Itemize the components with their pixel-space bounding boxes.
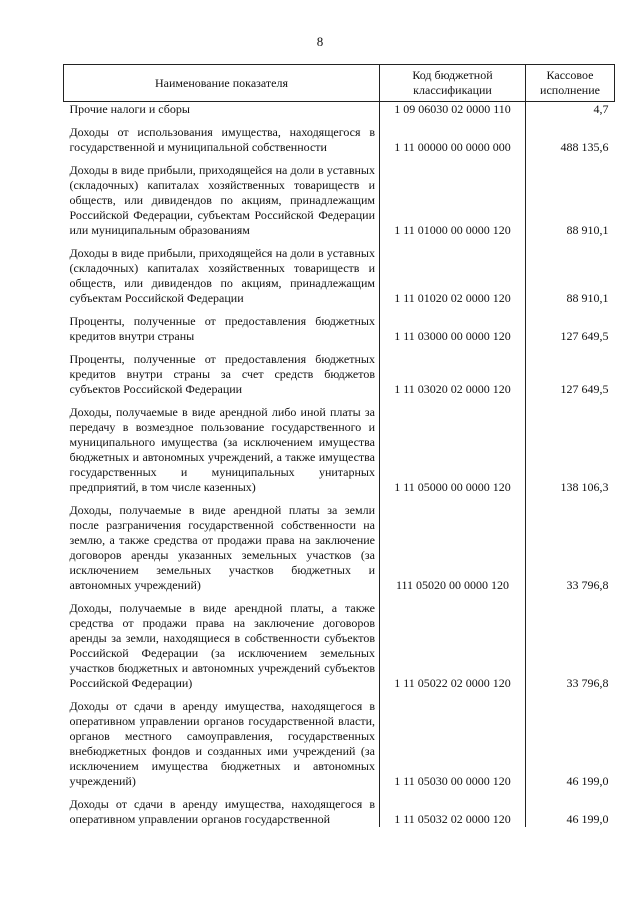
row-sum: 88 910,1: [526, 163, 615, 238]
row-code: 1 11 03020 02 0000 120: [380, 352, 526, 397]
row-sum: 4,7: [526, 102, 615, 118]
table-row: [64, 102, 615, 118]
row-name: Доходы, получаемые в виде арендной платы за земли после разграничения государственной собственности на землю, а также средства от продажи права на заключение договоров аренды указанных земельных участков (за исключением земельных участков бюджетных и автономных учреждений): [69, 503, 375, 592]
table-header: [64, 65, 615, 102]
row-code: 1 11 00000 00 0000 000: [380, 125, 526, 155]
row-name: Доходы, получаемые в виде арендной платы, а также средства от продажи права на заключение договоров аренды за земли, находящиеся в собственности субъектов Российской Федерации (за исключением земельных участков бюджетных и автономных учреждений субъектов Российской Федерации): [69, 601, 375, 690]
page-number: 8: [316, 34, 324, 49]
row-code: 111 05020 00 0000 120: [380, 503, 526, 593]
budget-table: [63, 64, 615, 827]
table-row: [64, 314, 615, 344]
row-code: 1 11 03000 00 0000 120: [380, 314, 526, 344]
row-sum: 46 199,0: [526, 797, 615, 827]
row-sum: 127 649,5: [526, 314, 615, 344]
table-row: [64, 503, 615, 593]
row-name: Доходы в виде прибыли, приходящейся на доли в уставных (складочных) капиталах хозяйственных товариществ и обществ, или дивидендов по акциям, принадлежащим субъектам Российской Федерации: [69, 246, 375, 305]
table-row: [64, 797, 615, 827]
table-row: [64, 699, 615, 789]
row-sum: 33 796,8: [526, 503, 615, 593]
table-body: [64, 102, 615, 828]
row-code: 1 11 05022 02 0000 120: [380, 601, 526, 691]
row-name: Проценты, полученные от предоставления бюджетных кредитов внутри страны: [69, 314, 375, 343]
table-row: [64, 125, 615, 155]
row-name: Доходы в виде прибыли, приходящейся на доли в уставных (складочных) капиталах хозяйственных товариществ и обществ, или дивидендов по акциям, принадлежащим Российской Федерации, субъектам Российской Федерации или муниципальным образованиям: [69, 163, 375, 237]
table-row: [64, 405, 615, 495]
table-row: [64, 601, 615, 691]
row-code: 1 11 05032 02 0000 120: [380, 797, 526, 827]
header-sum: Кассовое исполнение: [526, 65, 615, 102]
table-row: [64, 163, 615, 238]
row-name: Доходы от сдачи в аренду имущества, находящегося в оперативном управлении органов государственной: [69, 797, 375, 826]
row-code: 1 09 06030 02 0000 110: [380, 102, 526, 118]
row-code: 1 11 01020 02 0000 120: [380, 246, 526, 306]
row-code: 1 11 01000 00 0000 120: [380, 163, 526, 238]
row-name: Доходы, получаемые в виде арендной либо иной платы за передачу в возмездное пользование государственного и муниципального имущества (за исключением имущества бюджетных и автономных учреждений, а также имущества государственных и муниципальных унитарных предприятий, в том числе казенных): [69, 405, 375, 494]
header-code: Код бюджетной классификации: [380, 65, 526, 102]
table-row: [64, 246, 615, 306]
row-name: Проценты, полученные от предоставления бюджетных кредитов внутри страны за счет средств бюджетов субъектов Российской Федерации: [69, 352, 375, 396]
row-sum: 127 649,5: [526, 352, 615, 397]
row-code: 1 11 05030 00 0000 120: [380, 699, 526, 789]
header-name: Наименование показателя: [64, 65, 380, 102]
row-name: Доходы от сдачи в аренду имущества, находящегося в оперативном управлении органов государственной власти, органов местного самоуправления, государственных внебюджетных фондов и созданных ими учреждений (за исключением имущества бюджетных и автономных учреждений): [69, 699, 375, 788]
row-name: Доходы от использования имущества, находящегося в государственной и муниципальной собственности: [69, 125, 375, 154]
row-code: 1 11 05000 00 0000 120: [380, 405, 526, 495]
row-sum: 138 106,3: [526, 405, 615, 495]
row-sum: 33 796,8: [526, 601, 615, 691]
row-sum: 488 135,6: [526, 125, 615, 155]
table-row: [64, 352, 615, 397]
row-name: Прочие налоги и сборы: [69, 102, 190, 116]
row-sum: 88 910,1: [526, 246, 615, 306]
row-sum: 46 199,0: [526, 699, 615, 789]
